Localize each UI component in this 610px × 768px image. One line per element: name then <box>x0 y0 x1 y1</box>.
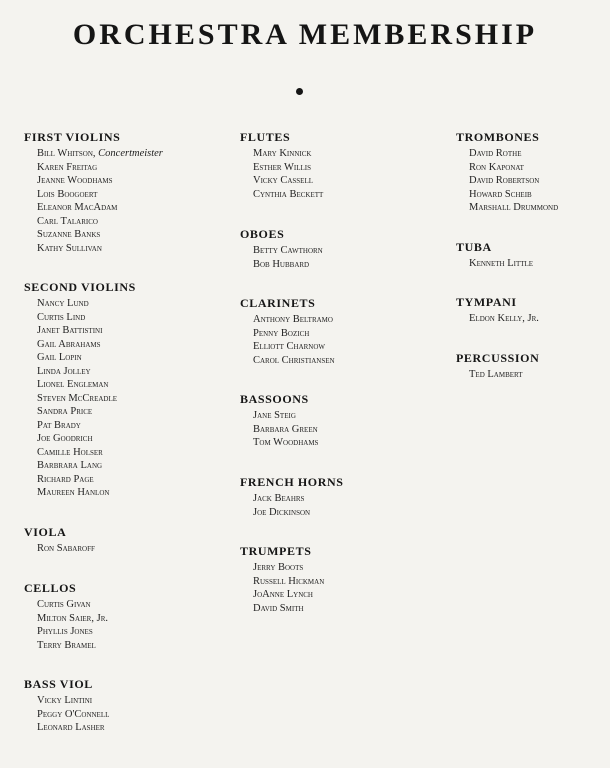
member-name: David Robertson <box>469 175 540 186</box>
member-list <box>24 297 224 500</box>
member-list <box>240 147 440 201</box>
member-list <box>456 368 610 382</box>
member-name: Ron Kaponat <box>469 161 524 173</box>
member-name: Eleanor MacAdam <box>37 202 118 213</box>
member-name: Kathy Sullivan <box>37 242 102 254</box>
section-title: FIRST VIOLINS <box>24 130 121 144</box>
member-list <box>24 542 224 556</box>
member-name: Anthony Beltramo <box>253 314 333 325</box>
member-name: Penny Bozich <box>253 327 310 339</box>
section-french-horns <box>240 475 440 519</box>
member-name: Joe Goodrich <box>37 433 93 444</box>
section-oboes <box>240 227 440 271</box>
member-name: Marshall Drummond <box>469 202 559 213</box>
section-bassoons <box>240 392 440 450</box>
section-title: VIOLA <box>24 525 67 539</box>
section-title: CELLOS <box>24 581 77 595</box>
section-title: TYMPANI <box>456 295 517 309</box>
member-list <box>456 257 610 271</box>
member-list <box>24 694 224 735</box>
member-name: Carol Christiansen <box>253 354 335 366</box>
section-trombones <box>456 130 610 215</box>
section-title: TROMBONES <box>456 130 540 144</box>
member-list <box>240 492 440 519</box>
member-name: Eldon Kelly, Jr. <box>469 313 539 324</box>
section-title: OBOES <box>240 227 285 241</box>
member-name: Gail Lopin <box>37 352 82 363</box>
section-flutes <box>240 130 440 201</box>
section-title: FLUTES <box>240 130 291 144</box>
member-list <box>240 409 440 450</box>
section-title: TUBA <box>456 240 492 254</box>
member-name: Elliott Charnow <box>253 341 326 352</box>
member-name: Lois Boogoert <box>37 188 98 200</box>
member-list <box>24 147 224 255</box>
member-name: Richard Page <box>37 473 94 485</box>
section-title: BASS VIOL <box>24 677 93 691</box>
member-name: Esther Willis <box>253 161 312 173</box>
member-list <box>240 244 440 271</box>
section-second-violins <box>24 280 224 500</box>
member-role: Concertmeister <box>98 148 163 159</box>
member-name: Mary Kinnick <box>253 148 312 159</box>
member-name: Vicky Lintini <box>37 695 93 706</box>
member-name: Sandra Price <box>37 406 93 417</box>
member-list <box>24 598 224 652</box>
section-tympani <box>456 295 610 326</box>
member-name: Tom Woodhams <box>253 437 319 448</box>
member-name: Cynthia Beckett <box>253 188 324 200</box>
member-name: Kenneth Little <box>469 258 534 269</box>
member-name: Barbara Green <box>253 423 318 435</box>
member-name: Gail Abrahams <box>37 338 101 350</box>
bullet-ornament <box>296 88 303 95</box>
member-name <box>37 147 224 161</box>
member-name: Carl Talarico <box>37 215 98 227</box>
member-name: Jack Beahrs <box>253 493 305 504</box>
section-title: BASSOONS <box>240 392 309 406</box>
member-name: Milton Saier, Jr. <box>37 612 108 624</box>
section-first-violins <box>24 130 224 255</box>
member-name: Phyllis Jones <box>37 626 93 637</box>
member-name: Janet Battistini <box>37 325 103 336</box>
member-name: Ted Lambert <box>469 369 523 380</box>
member-list <box>240 561 440 615</box>
member-name: Betty Cawthorn <box>253 245 323 256</box>
member-name: Russell Hickman <box>253 575 325 587</box>
section-title: FRENCH HORNS <box>240 475 344 489</box>
member-name: Bob Hubbard <box>253 258 310 270</box>
member-name: Ron Sabaroff <box>37 543 95 554</box>
member-name: Jane Steig <box>253 410 296 421</box>
member-name: Vicky Cassell <box>253 175 313 186</box>
member-name: Jeanne Woodhams <box>37 175 113 186</box>
section-title: TRUMPETS <box>240 544 312 558</box>
member-name: Suzanne Banks <box>37 229 101 240</box>
member-name: Jerry Boots <box>253 562 304 573</box>
section-percussion <box>456 351 610 382</box>
section-clarinets <box>240 296 440 367</box>
member-name: Peggy O'Connell <box>37 708 110 720</box>
member-name: Joe Dickinson <box>253 506 311 518</box>
section-viola <box>24 525 224 556</box>
member-name: Steven McCreadle <box>37 392 118 404</box>
section-title: CLARINETS <box>240 296 316 310</box>
member-name: Pat Brady <box>37 419 81 431</box>
member-name: Camille Holser <box>37 446 103 458</box>
section-trumpets <box>240 544 440 615</box>
section-tuba <box>456 240 610 271</box>
member-name-text: Bill Whitson, <box>37 148 99 159</box>
member-name: Maureen Hanlon <box>37 487 110 498</box>
section-title: PERCUSSION <box>456 351 540 365</box>
section-title: SECOND VIOLINS <box>24 280 136 294</box>
section-cellos <box>24 581 224 652</box>
member-name: Karen Freitag <box>37 161 98 173</box>
page-title: ORCHESTRA MEMBERSHIP <box>72 18 538 51</box>
member-name: David Smith <box>253 602 304 614</box>
member-name: Linda Jolley <box>37 365 91 377</box>
member-name: Howard Scheib <box>469 188 532 200</box>
section-bass-viol <box>24 677 224 735</box>
member-name: Lionel Engleman <box>37 379 109 390</box>
member-list <box>456 312 610 326</box>
member-name: Curtis Givan <box>37 599 91 610</box>
member-name: Leonard Lasher <box>37 722 105 733</box>
member-list <box>456 147 610 215</box>
member-name: Terry Bramel <box>37 639 96 651</box>
member-name: Barbrara Lang <box>37 460 103 471</box>
member-name: JoAnne Lynch <box>253 589 313 600</box>
member-name: David Rothe <box>469 148 522 159</box>
member-list <box>240 313 440 367</box>
member-name: Nancy Lund <box>37 298 89 309</box>
member-name: Curtis Lind <box>37 311 86 323</box>
